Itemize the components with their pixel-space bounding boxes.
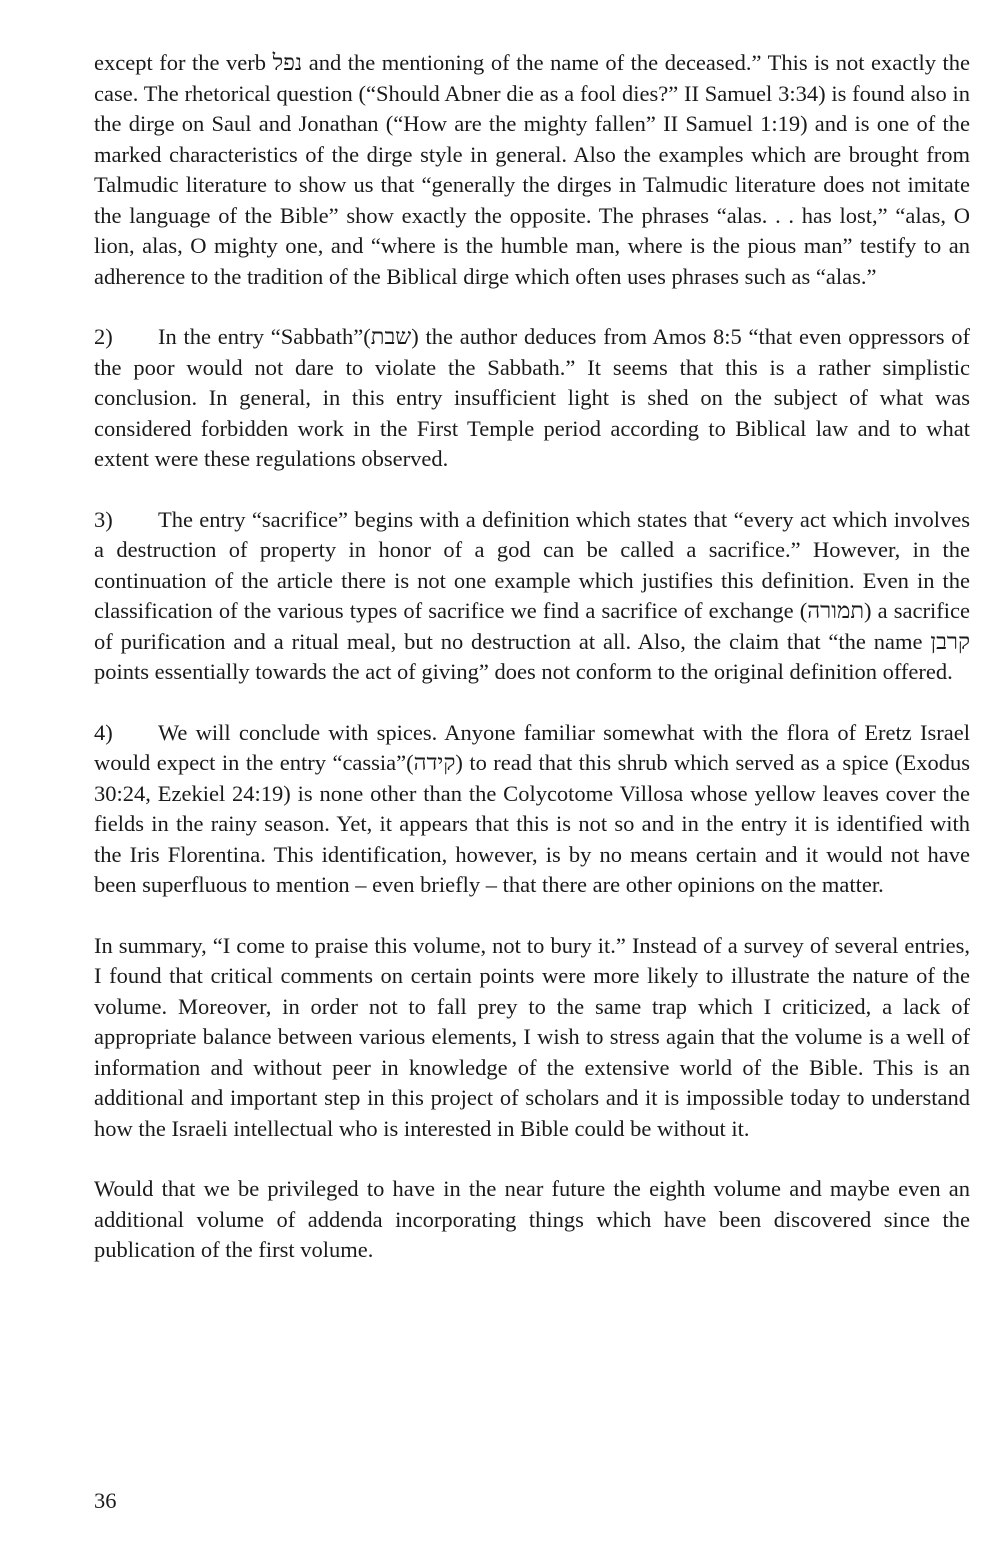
paragraph-text: In the entry “Sabbath”(שבת) the author deduces from Amos 8:5 “that even oppressors of the poor would not dare to violate the Sabbath.” It seems that this is a rather simplistic conclusion. In general, in this entry insufficient light is shed on the subject of what was considered forbidden work in the First Temple period according to Biblical law and to what extent were these regulations observed. — [94, 324, 970, 471]
paragraph-point-3 — [94, 505, 970, 688]
paragraph-text: We will conclude with spices. Anyone familiar somewhat with the flora of Eretz Israel would expect in the entry “cassia”(קידה) to read that this shrub which served as a spice (Exodus 30:24, Ezekiel 24:19) is none other than the Colycotome Villosa whose yellow leaves cover the fields in the rainy season. Yet, it appears that this is not so and in the entry it is identified with the Iris Florentina. This identification, however, is by no means certain and it would not have been superfluous to mention – even briefly – that there are other opinions on the matter. — [94, 719, 970, 897]
paragraph-closing — [94, 1174, 970, 1266]
paragraph-text: In summary, “I come to praise this volume, not to bury it.” Instead of a survey of several entries, I found that critical comments on certain points were more likely to illustrate the nature of the volume. Moreover, in order not to fall prey to the same trap which I criticized, a lack of appropriate balance between various elements, I wish to stress again that the volume is a well of information and without peer in knowledge of the extensive world of the Bible. This is an additional and important step in this project of scholars and it is impossible today to understand how the Israeli intellectual who is interested in Bible could be without it. — [94, 932, 970, 1141]
paragraph-number: 4) — [94, 719, 113, 745]
paragraph-number: 3) — [94, 506, 113, 532]
paragraph-summary — [94, 931, 970, 1145]
paragraph-text: The entry “sacrifice” begins with a definition which states that “every act which involves a destruction of property in honor of a god can be called a sacrifice.” However, in the continuation of the article there is not one example which justifies this definition. Even in the classification of the various types of sacrifice we find a sacrifice of exchange (תמורה) a sacrifice of purification and a ritual meal, but no destruction at all. Also, the claim that “the name קרבן points essentially towards the act of giving” does not conform to the original definition offered. — [94, 506, 970, 684]
paragraph-text: Would that we be privileged to have in the near future the eighth volume and maybe even an additional volume of addenda incorporating things which have been discovered since the publication of the first volume. — [94, 1176, 970, 1262]
paragraph-number: 2) — [94, 324, 113, 349]
paragraph-continuation — [94, 48, 970, 292]
paragraph-point-4 — [94, 718, 970, 901]
paragraph-point-2 — [94, 322, 970, 475]
document-page — [94, 48, 970, 1296]
page-number: 36 — [94, 1488, 117, 1513]
paragraph-text: except for the verb נפל and the mentioning of the name of the deceased.” This is not exactly the case. The rhetorical question (“Should Abner die as a fool dies?” II Samuel 3:34) is found also in the dirge on Saul and Jonathan (“How are the mighty fallen” II Samuel 1:19) and is one of the marked characteristics of the dirge style in general. Also the examples which are brought from Talmudic literature to show us that “generally the dirges in Talmudic literature does not imitate the language of the Bible” show exactly the opposite. The phrases “alas. . . has lost,” “alas, O lion, alas, O mighty one, and “where is the humble man, where is the pious man” testify to an adherence to the tradition of the Biblical dirge which often uses phrases such as “alas.” — [94, 50, 970, 289]
